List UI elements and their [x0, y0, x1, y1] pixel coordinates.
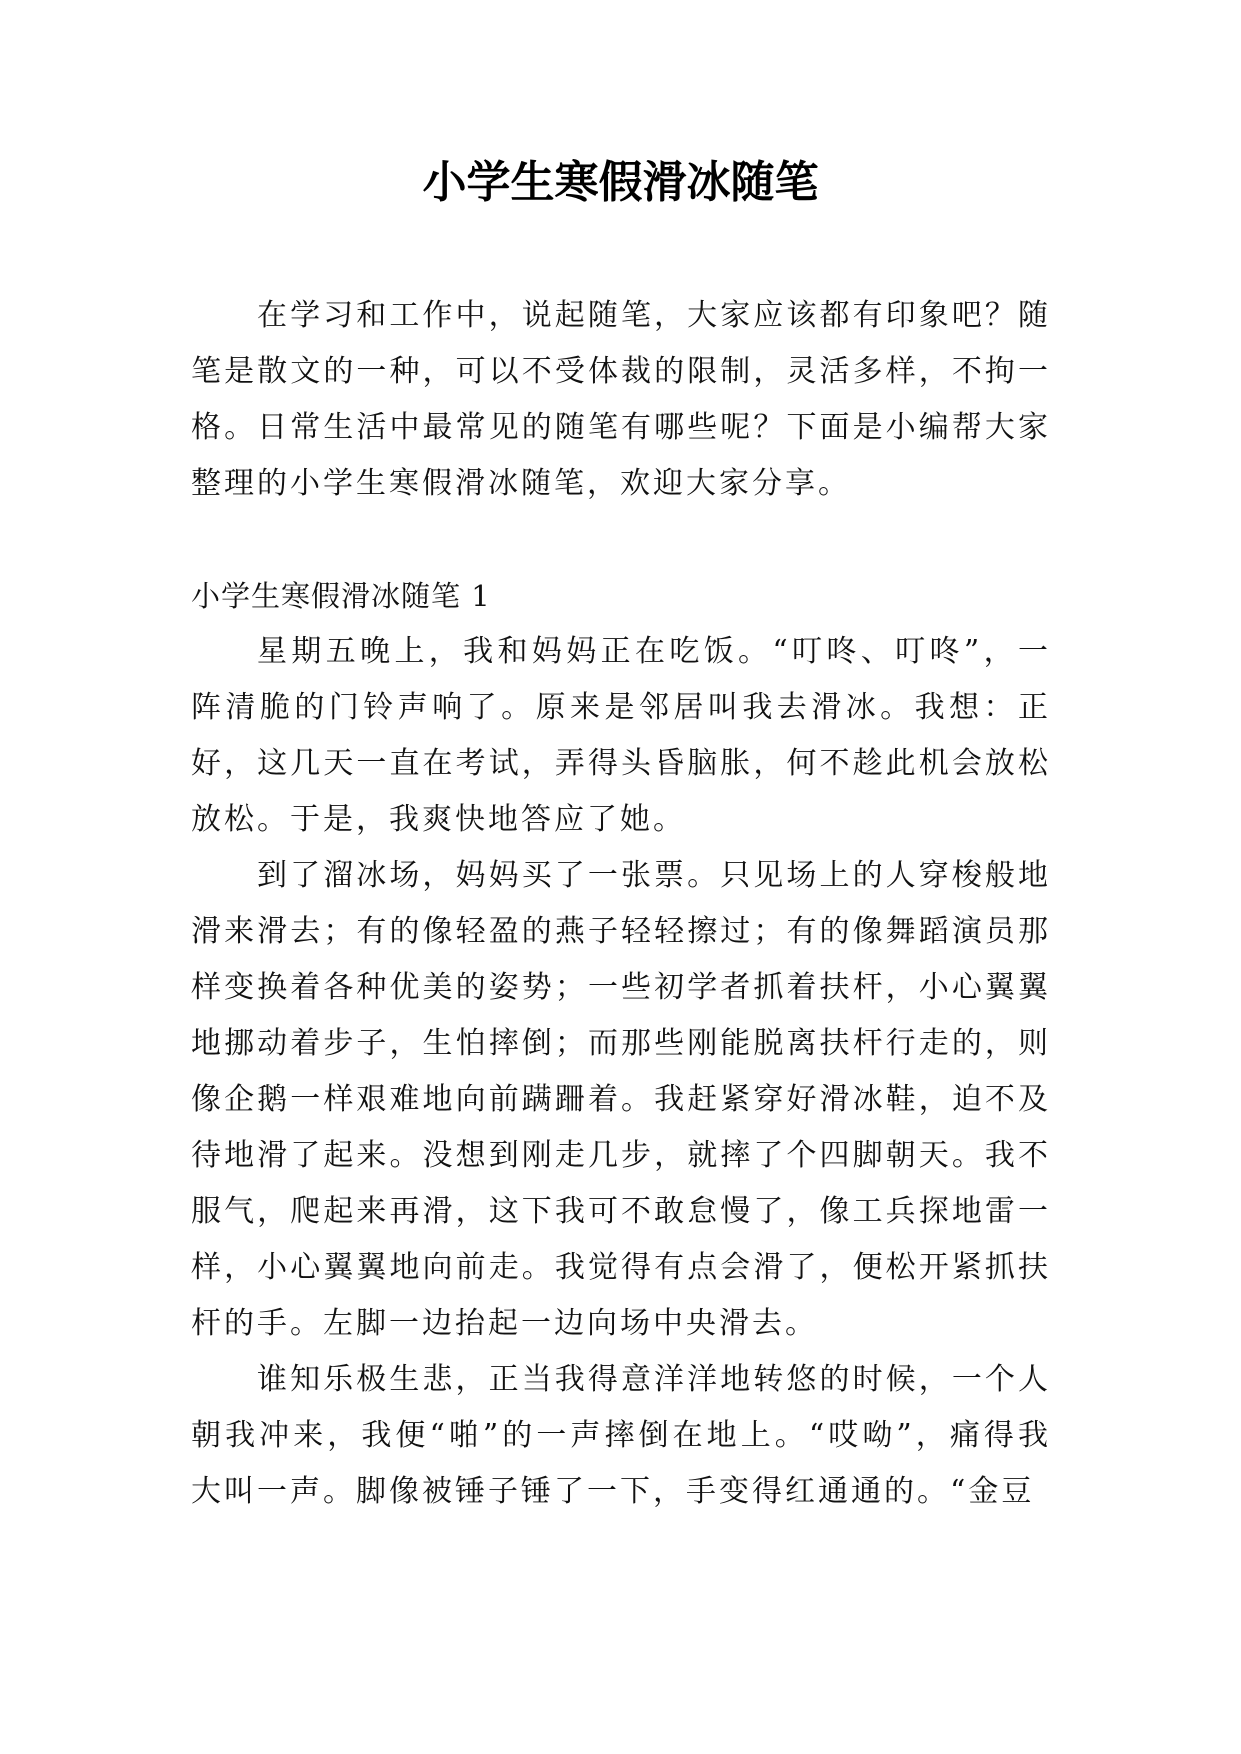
intro-paragraph: 在学习和工作中，说起随笔，大家应该都有印象吧？随笔是散文的一种，可以不受体裁的限制，灵活多样，不拘一格。日常生活中最常见的随笔有哪些呢？下面是小编帮大家整理的小学生寒假滑冰随笔，欢迎大家分享。 — [191, 298, 1051, 501]
body-paragraph: 到了溜冰场，妈妈买了一张票。只见场上的人穿梭般地滑来滑去；有的像轻盈的燕子轻轻擦过；有的像舞蹈演员那样变换着各种优美的姿势；一些初学者抓着扶杆，小心翼翼地挪动着步子，生怕摔倒；而那些刚能脱离扶杆行走的，则像企鹅一样艰难地向前蹒跚着。我赶紧穿好滑冰鞋，迫不及待地滑了起来。没想到刚走几步，就摔了个四脚朝天。我不服气，爬起来再滑，这下我可不敢怠慢了，像工兵探地雷一样，小心翼翼地向前走。我觉得有点会滑了，便松开紧抓扶杆的手。左脚一边抬起一边向场中央滑去。 — [191, 858, 1051, 1341]
document-body — [191, 288, 1051, 1520]
body-paragraph: 谁知乐极生悲，正当我得意洋洋地转悠的时候，一个人朝我冲来，我便“啪”的一声摔倒在地上。“哎呦”，痛得我大叫一声。脚像被锤子锤了一下，手变得红通通的。“金豆 — [191, 1362, 1051, 1509]
document-title: 小学生寒假滑冰随笔 — [422, 157, 819, 208]
section-heading: 小学生寒假滑冰随笔 1 — [191, 579, 491, 613]
body-paragraph: 星期五晚上，我和妈妈正在吃饭。“叮咚、叮咚”，一阵清脆的门铃声响了。原来是邻居叫我去滑冰。我想：正好，这几天一直在考试，弄得头昏脑胀，何不趁此机会放松放松。于是，我爽快地答应了她。 — [191, 634, 1051, 837]
